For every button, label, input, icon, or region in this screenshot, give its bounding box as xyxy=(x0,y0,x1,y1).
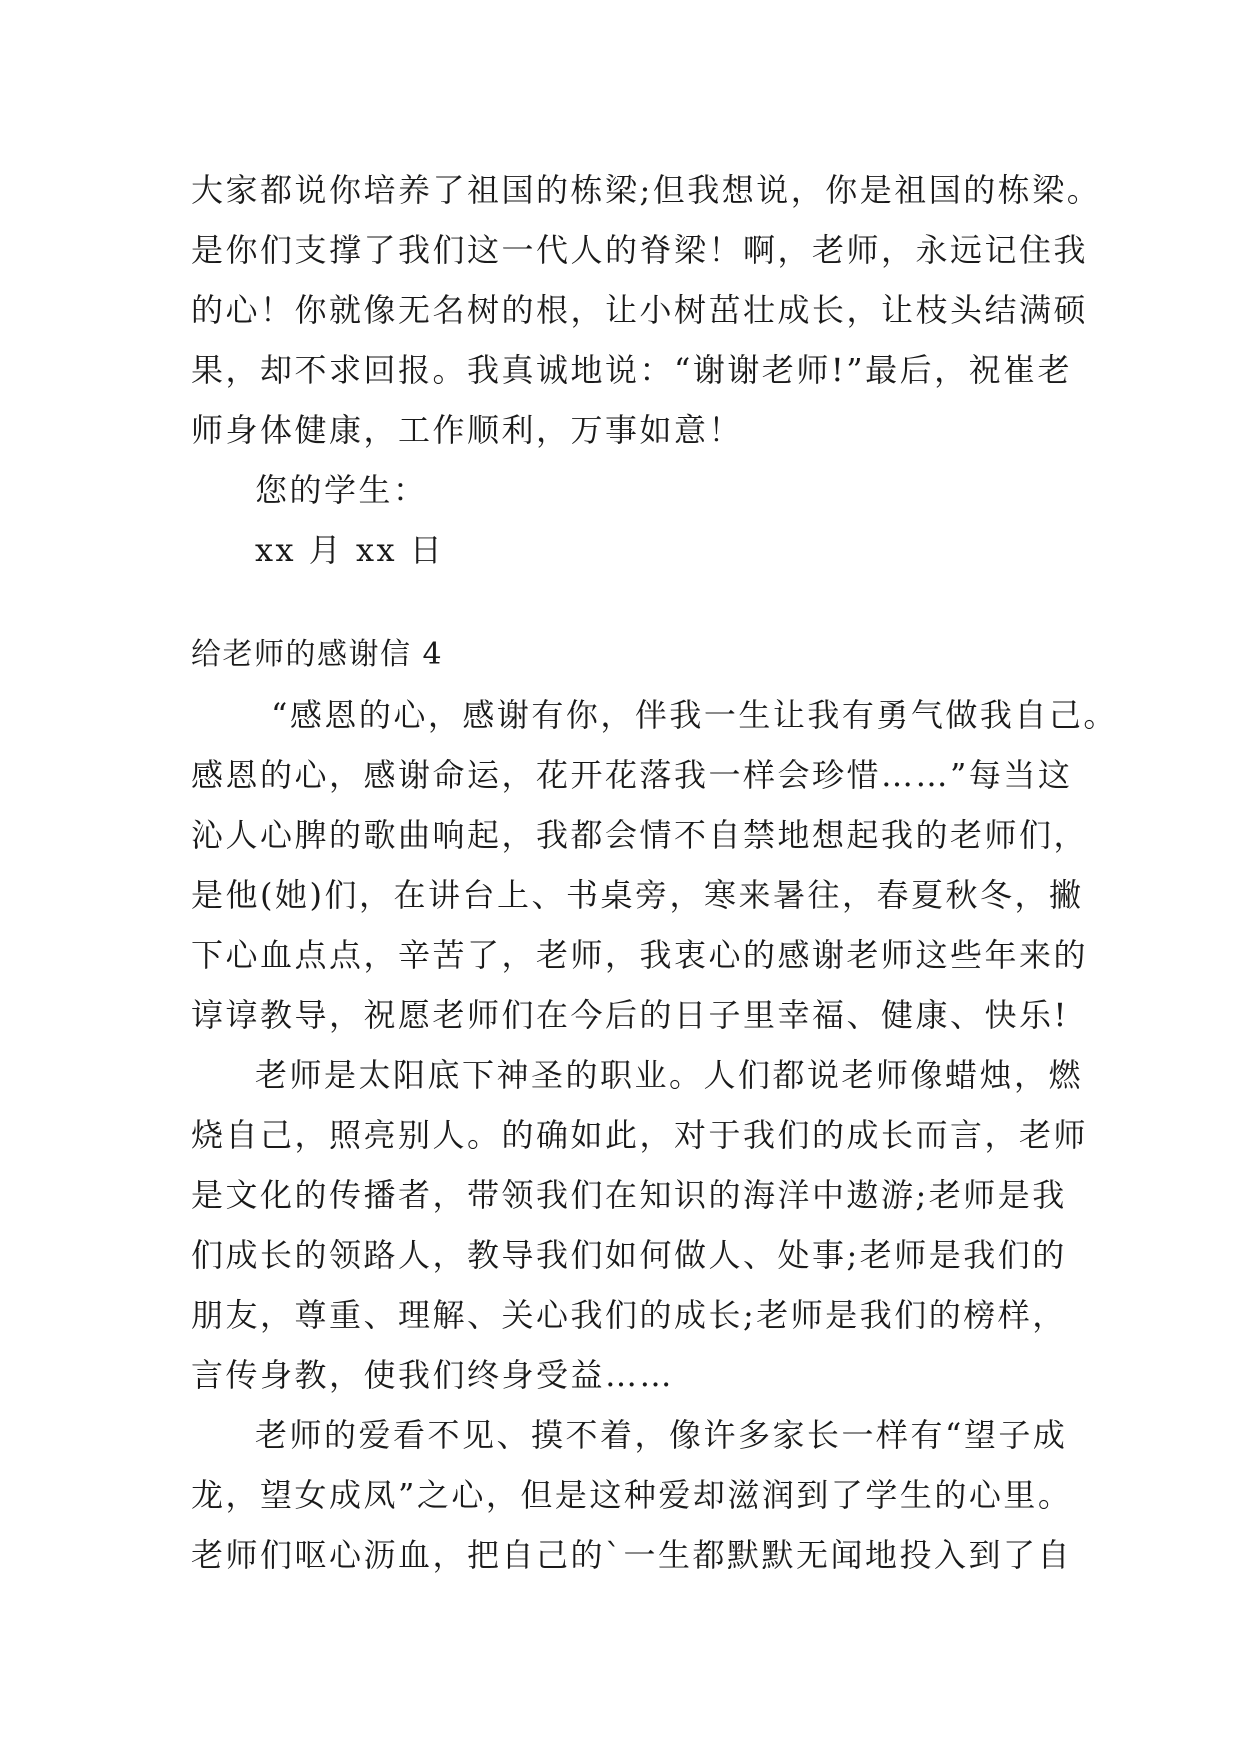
body-line: 沁人心脾的歌曲响起，我都会情不自禁地想起我的老师们， xyxy=(191,816,1089,854)
body-line: 言传身教，使我们终身受益…… xyxy=(191,1356,675,1394)
paragraph-1 xyxy=(191,685,1118,1045)
paragraph-3 xyxy=(191,1405,1071,1585)
body-line: 果，却不求回报。我真诚地说：“谢谢老师!”最后，祝崔老 xyxy=(191,351,1073,389)
body-line: 们成长的领路人，教导我们如何做人、处事;老师是我们的 xyxy=(191,1236,1067,1274)
body-line: 师身体健康，工作顺利，万事如意！ xyxy=(191,411,744,449)
body-line: 朋友，尊重、理解、关心我们的成长;老师是我们的榜样， xyxy=(191,1296,1067,1334)
body-line: 是他(她)们，在讲台上、书桌旁，寒来暑往，春夏秋冬，撇 xyxy=(191,876,1084,914)
body-line: “感恩的心，感谢有你，伴我一生让我有勇气做我自己。 xyxy=(271,696,1118,734)
body-line: 大家都说你培养了祖国的栋梁;但我想说，你是祖国的栋梁。 xyxy=(191,171,1102,209)
body-line: 的心！你就像无名树的根，让小树茁壮成长，让枝头结满硕 xyxy=(191,291,1089,329)
body-line: 老师们呕心沥血，把自己的`一生都默默无闻地投入到了自 xyxy=(191,1536,1073,1574)
section-title: 给老师的感谢信 4 xyxy=(191,637,444,672)
body-line: 老师的爱看不见、摸不着，像许多家长一样有“望子成 xyxy=(255,1416,1068,1454)
body-line: 是文化的传播者，带领我们在知识的海洋中遨游;老师是我 xyxy=(191,1176,1067,1214)
body-line: 是你们支撑了我们这一代人的脊梁！啊，老师，永远记住我 xyxy=(191,231,1089,269)
body-line: 下心血点点，辛苦了，老师，我衷心的感谢老师这些年来的 xyxy=(191,936,1089,974)
body-line: 谆谆教导，祝愿老师们在今后的日子里幸福、健康、快乐! xyxy=(191,996,1069,1034)
letter3-ending xyxy=(191,160,1102,580)
body-line: 感恩的心，感谢命运，花开花落我一样会珍惜……”每当这 xyxy=(191,756,1073,794)
letter4 xyxy=(191,625,1118,1585)
body-line: 龙，望女成凤”之心，但是这种爱却滋润到了学生的心里。 xyxy=(191,1476,1073,1514)
body-line: 烧自己，照亮别人。的确如此，对于我们的成长而言，老师 xyxy=(191,1116,1089,1154)
paragraph-2 xyxy=(191,1045,1089,1405)
signature-line: 您的学生： xyxy=(255,471,428,509)
date-line: xx 月 xx 日 xyxy=(255,531,445,569)
body-line: 老师是太阳底下神圣的职业。人们都说老师像蜡烛，燃 xyxy=(255,1056,1084,1094)
